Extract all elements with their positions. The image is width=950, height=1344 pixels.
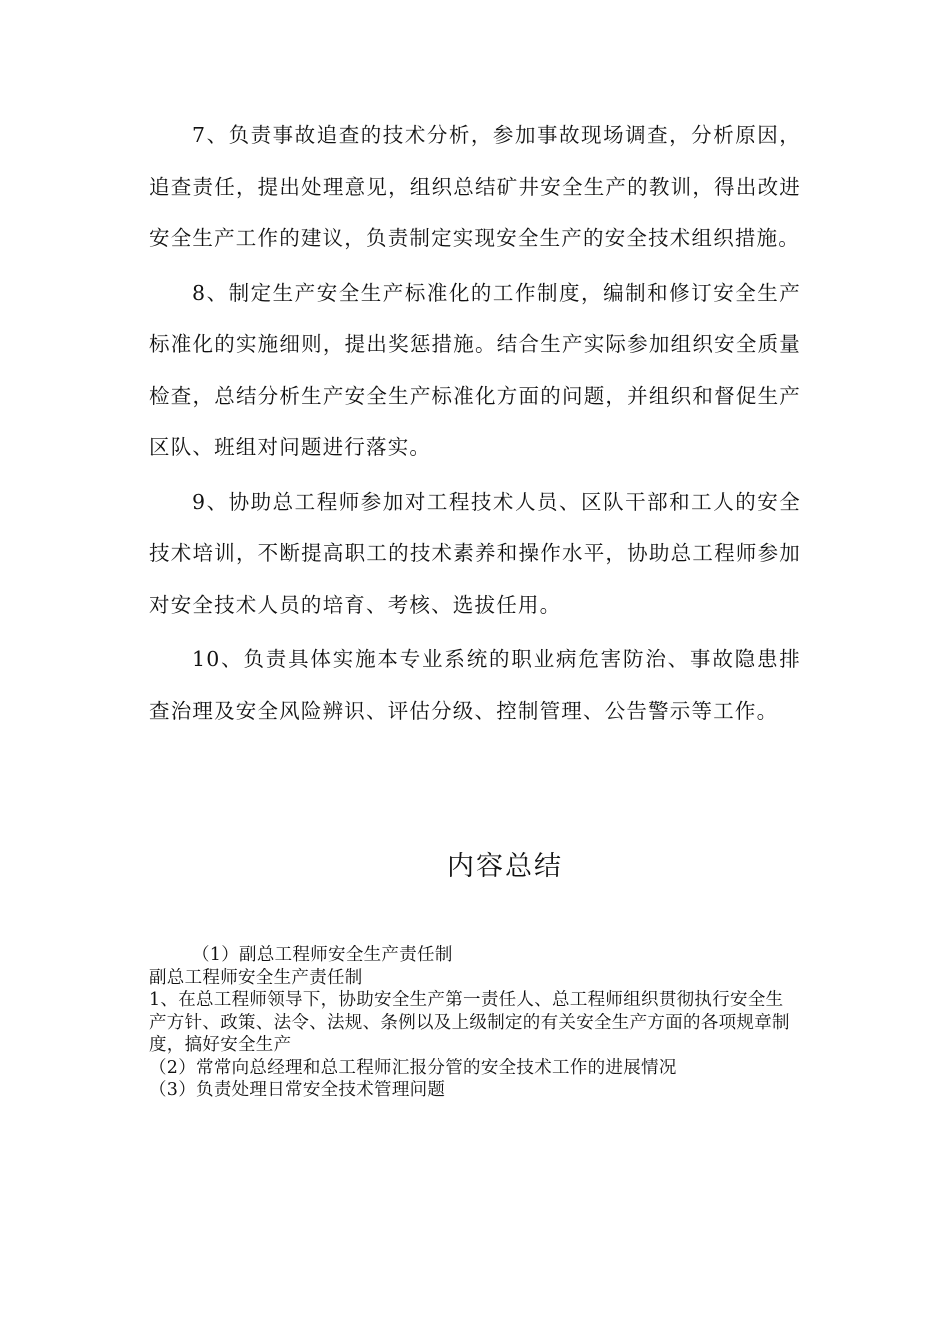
summary-line: （1）副总工程师安全生产责任制 — [192, 945, 453, 965]
body-text — [149, 110, 801, 737]
paragraph-10: 10、负责具体实施本专业系统的职业病危害防治、事故隐患排查治理及安全风险辨识、评估分级、控制管理、公告警示等工作。 — [149, 647, 801, 723]
summary-line: （3）负责处理日常安全技术管理问题 — [149, 1080, 446, 1100]
paragraph-8: 8、制定生产安全生产标准化的工作制度，编制和修订安全生产标准化的实施细则，提出奖惩措施。结合生产实际参加组织安全质量检查，总结分析生产安全生产标准化方面的问题，并组织和督促生产区队、班组对问题进行落实。 — [149, 280, 801, 459]
paragraph-9: 9、协助总工程师参加对工程技术人员、区队干部和工人的安全技术培训，不断提高职工的技术素养和操作水平，协助总工程师参加对安全技术人员的培育、考核、选拔任用。 — [149, 489, 801, 617]
summary-title: 内容总结 — [447, 851, 563, 882]
summary-line: （2）常常向总经理和总工程师汇报分管的安全技术工作的进展情况 — [149, 1057, 677, 1078]
paragraph-7: 7、负责事故追查的技术分析，参加事故现场调查，分析原因，追查责任，提出处理意见，组织总结矿井安全生产的教训，得出改进安全生产工作的建议，负责制定实现安全生产的安全技术组织措施。 — [149, 123, 801, 250]
summary-line: 副总工程师安全生产责任制 — [149, 967, 363, 988]
summary-line: 1、在总工程师领导下，协助安全生产第一责任人、总工程师组织贯彻执行安全生产方针、政策、法令、法规、条例以及上级制定的有关安全生产方面的各项规章制度，搞好安全生产 — [149, 990, 790, 1055]
summary-section — [149, 944, 801, 1102]
